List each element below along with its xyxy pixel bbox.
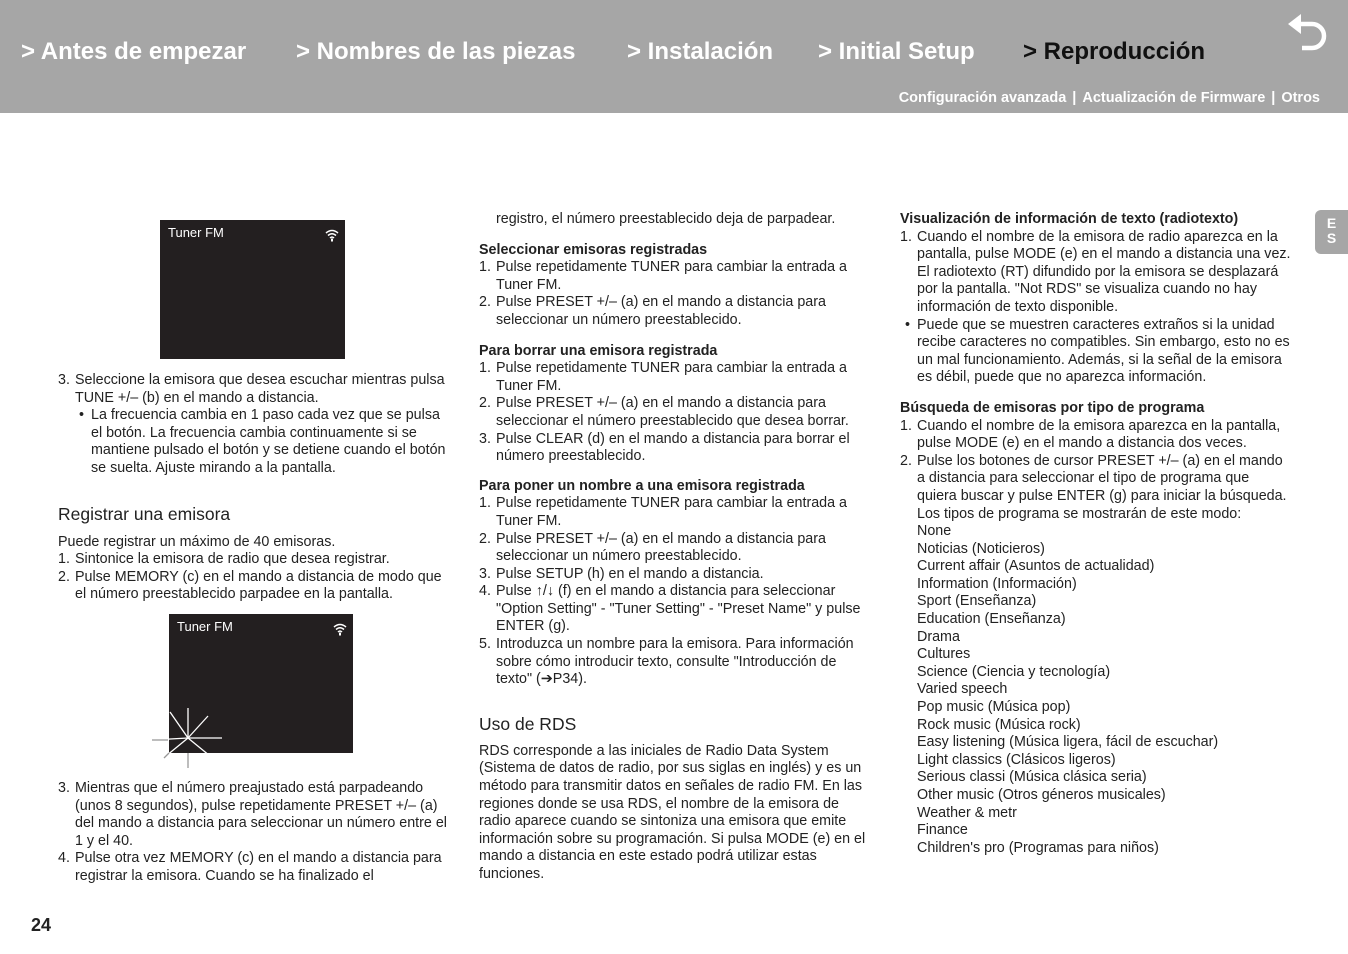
step-item: 4. Pulse ↑/↓ (f) en el mando a distancia para seleccionar "Option Setting" - "Tuner Setting" - "Preset Name" y pulse ENTER (g). <box>479 583 861 635</box>
section-heading-registrar: Registrar una emisora <box>58 503 231 524</box>
program-type-item: Serious classi (Música clásica seria) <box>917 769 1147 786</box>
subnav-otros[interactable]: Otros <box>1281 90 1320 106</box>
program-type-item: Other music (Otros géneros musicales) <box>917 787 1166 803</box>
step-item: 2. Pulse los botones de cursor PRESET +/– (a) en el mando a distancia para seleccionar el tipo de programa que quiera buscar y pulse ENTER (g) para iniciar la búsqueda. <box>900 452 1287 504</box>
subnav-actualizacion-firmware[interactable]: Actualización de Firmware <box>1082 90 1266 106</box>
step-text: Introduzca un nombre para la emisora. Para información sobre cómo introducir texto, consulte "Introducción de texto" (➔P34). <box>496 636 854 688</box>
step-detail: Los tipos de programa se mostrarán de este modo: <box>917 505 1242 522</box>
subheading-seleccionar: Seleccionar emisoras registradas <box>479 241 708 258</box>
program-type-item: Science (Ciencia y tecnología) <box>917 663 1111 680</box>
step-item: 1. Pulse repetidamente TUNER para cambiar la entrada a Tuner FM. <box>479 259 847 293</box>
step-detail: El radiotexto (RT) difundido por la emisora se desplazará por la pantalla. "Not RDS" se visualiza cuando no hay información de texto disponible. <box>917 263 1279 315</box>
program-type-item: Pop music (Música pop) <box>917 699 1071 716</box>
subheading-borrar: Para borrar una emisora registrada <box>479 342 718 359</box>
nav-antes-de-empezar[interactable]: > Antes de empezar <box>21 38 247 65</box>
step-item: 2. Pulse PRESET +/– (a) en el mando a distancia para seleccionar un número preestablecido. <box>479 294 826 328</box>
subnav-separator: | <box>1072 90 1077 106</box>
step-text: Pulse PRESET +/– (a) en el mando a distancia para seleccionar un número preestablecido. <box>496 294 826 328</box>
program-type-item: Sport (Enseñanza) <box>917 593 1037 610</box>
step-text: Seleccione la emisora que desea escuchar mientras pulsa TUNE +/– (b) en el mando a distancia. <box>75 372 445 406</box>
section-heading-rds: Uso de RDS <box>479 713 577 734</box>
step-number: 3. <box>58 372 70 388</box>
language-tab-letter: E <box>1326 215 1337 231</box>
display-label: Tuner FM <box>177 619 233 634</box>
program-type-item: Current affair (Asuntos de actualidad) <box>917 558 1155 575</box>
step-text: Cuando el nombre de la emisora aparezca en la pantalla, pulse MODE (e) en el mando a distancia dos veces. <box>917 417 1281 452</box>
step-item: 1. Cuando el nombre de la emisora de radio aparezca en la pantalla, pulse MODE (e) en el mando a distancia una vez. <box>900 228 1291 263</box>
program-type-item: Cultures <box>917 646 971 663</box>
subheading-radiotexto: Visualización de información de texto (radiotexto) <box>900 211 1239 227</box>
page-number: 24 <box>31 915 52 935</box>
sub-navigation <box>899 90 1320 106</box>
step-text: Pulse PRESET +/– (a) en el mando a distancia para seleccionar el número preestablecido que desea borrar. <box>496 395 849 429</box>
display-label: Tuner FM <box>168 225 224 240</box>
language-tab <box>1315 210 1348 254</box>
step-item: 1. Sintonice la emisora de radio que desea registrar. <box>58 551 390 568</box>
back-icon[interactable] <box>1284 12 1332 54</box>
step-text: Sintonice la emisora de radio que desea registrar. <box>75 551 390 568</box>
program-type-item: None <box>917 523 952 540</box>
language-tab-letter: S <box>1326 230 1337 246</box>
nav-reproduccion[interactable]: > Reproducción <box>1023 38 1206 65</box>
column-2 <box>479 211 871 884</box>
step-text: Pulse repetidamente TUNER para cambiar la entrada a Tuner FM. <box>496 360 847 394</box>
subheading-nombre: Para poner un nombre a una emisora registrada <box>479 477 805 494</box>
step-item: 3. Pulse SETUP (h) en el mando a distancia. <box>479 565 764 582</box>
step-item: 4. Pulse otra vez MEMORY (c) en el mando a distancia para registrar la emisora. Cuando se ha finalizado el <box>58 850 442 884</box>
program-type-item: Varied speech <box>917 681 1008 698</box>
step-item: 3. Pulse CLEAR (d) en el mando a distancia para borrar el número preestablecido. <box>479 430 850 465</box>
step-item: 3. Mientras que el número preajustado está parpadeando (unos 8 segundos), pulse repetidamente PRESET +/– (a) del mando a distancia para seleccionar un número entre el 1 y el 40. <box>58 780 447 849</box>
step-text: Pulse repetidamente TUNER para cambiar la entrada a Tuner FM. <box>496 259 847 293</box>
column-3 <box>900 211 1292 857</box>
program-type-item: Education (Enseñanza) <box>917 611 1066 628</box>
step-text: Pulse otra vez MEMORY (c) en el mando a distancia para registrar la emisora. Cuando se ha finalizado el <box>75 850 442 884</box>
step-item: 2. Pulse PRESET +/– (a) en el mando a distancia para seleccionar el número preestablecido que desea borrar. <box>479 395 849 429</box>
program-type-item: Information (Información) <box>917 575 1077 592</box>
column-1-bottom <box>58 780 450 886</box>
step-text: Pulse PRESET +/– (a) en el mando a distancia para seleccionar un número preestablecido. <box>496 530 826 565</box>
program-type-list <box>900 523 1292 857</box>
step-item <box>58 372 450 407</box>
program-type-item: Noticias (Noticieros) <box>917 540 1045 557</box>
program-type-item: Weather & metr <box>917 804 1017 821</box>
wifi-icon <box>325 228 339 242</box>
program-type-item: Finance <box>917 822 968 839</box>
subnav-configuracion-avanzada[interactable]: Configuración avanzada <box>898 90 1067 106</box>
nav-instalacion[interactable]: > Instalación <box>627 38 774 65</box>
program-type-item: Drama <box>917 628 960 645</box>
bullet-item: • Puede que se muestren caracteres extraños si la unidad recibe caracteres no compatibles. Sin embargo, esto no es un mal funcionamiento. Además, si la señal de la emisora es débil, puede que no aparezca información. <box>905 316 1290 386</box>
column-1 <box>58 372 450 604</box>
paragraph-rds: RDS corresponde a las iniciales de Radio Data System (Sistema de datos de radio, por sus siglas en inglés) y es un método para transmitir datos en señales de radio FM. En las regiones donde se usa RDS, el nombre de la emisora de radio aparece cuando se sintoniza una emisora que emite información sobre su programación. Si pulsa MODE (e) en el mando a distancia en este estado podrá utilizar estas funciones. <box>479 742 866 882</box>
step-item: 1. Pulse repetidamente TUNER para cambiar la entrada a Tuner FM. <box>479 360 847 394</box>
wifi-icon <box>333 622 347 636</box>
step-text: Pulse MEMORY (c) en el mando a distancia de modo que el número preestablecido parpadee en la pantalla. <box>75 568 442 603</box>
bullet-item: • La frecuencia cambia en 1 paso cada vez que se pulsa el botón. La frecuencia cambia continuamente si se mantiene pulsado el botón y se detiene cuando el botón se suelta. Ajuste mirando a la pantalla. <box>79 407 446 476</box>
step-item: 2. Pulse PRESET +/– (a) en el mando a distancia para seleccionar un número preestablecido. <box>479 530 826 565</box>
step-text: Pulse CLEAR (d) en el mando a distancia para borrar el número preestablecido. <box>496 430 850 465</box>
program-type-item: Rock music (Música rock) <box>917 716 1081 733</box>
paragraph: Puede registrar un máximo de 40 emisoras. <box>58 533 336 550</box>
step-item: 1. Cuando el nombre de la emisora aparezca en la pantalla, pulse MODE (e) en el mando a distancia dos veces. <box>900 417 1281 452</box>
step-text: Cuando el nombre de la emisora de radio aparezca en la pantalla, pulse MODE (e) en el mando a distancia una vez. <box>917 228 1291 263</box>
step-text: Pulse los botones de cursor PRESET +/– (a) en el mando a distancia para seleccionar el tipo de programa que quiera buscar y pulse ENTER (g) para iniciar la búsqueda. <box>917 452 1287 504</box>
subheading-tipo-programa: Búsqueda de emisoras por tipo de programa <box>900 399 1205 416</box>
bullet-text: Puede que se muestren caracteres extraños si la unidad recibe caracteres no compatibles. Sin embargo, esto no es un mal funcionamiento. Además, si la señal de la emisora es débil, puede que no aparezca información. <box>917 316 1290 386</box>
paragraph-continued: registro, el número preestablecido deja de parpadear. <box>496 211 836 227</box>
step-item: 5. Introduzca un nombre para la emisora. Para información sobre cómo introducir texto, consulte "Introducción de texto" (➔P34). <box>479 636 854 688</box>
subnav-separator: | <box>1271 90 1276 106</box>
step-item: 1. Pulse repetidamente TUNER para cambiar la entrada a Tuner FM. <box>479 495 847 529</box>
step-text: Mientras que el número preajustado está parpadeando (unos 8 segundos), pulse repetidamente PRESET +/– (a) del mando a distancia para seleccionar un número entre el 1 y el 40. <box>75 780 447 849</box>
program-type-item: Easy listening (Música ligera, fácil de escuchar) <box>917 734 1219 751</box>
tuner-display-image <box>160 220 345 359</box>
blinking-indicator-icon <box>148 704 228 770</box>
header-bar <box>0 0 1348 113</box>
program-type-item: Children's pro (Programas para niños) <box>917 839 1159 856</box>
step-text: Pulse SETUP (h) en el mando a distancia. <box>496 565 764 582</box>
nav-nombres-de-las-piezas[interactable]: > Nombres de las piezas <box>296 38 576 65</box>
step-text: Pulse repetidamente TUNER para cambiar la entrada a Tuner FM. <box>496 495 847 529</box>
step-text: Pulse ↑/↓ (f) en el mando a distancia para seleccionar "Option Setting" - "Tuner Setting" - "Preset Name" y pulse ENTER (g). <box>496 583 861 635</box>
bullet-text: La frecuencia cambia en 1 paso cada vez que se pulsa el botón. La frecuencia cambia continuamente si se mantiene pulsado el botón y se detiene cuando el botón se suelta. Ajuste mirando a la pantalla. <box>91 407 446 476</box>
nav-initial-setup[interactable]: > Initial Setup <box>818 38 975 65</box>
program-type-item: Light classics (Clásicos ligeros) <box>917 751 1116 768</box>
step-item: 2. Pulse MEMORY (c) en el mando a distancia de modo que el número preestablecido parpadee en la pantalla. <box>58 568 442 603</box>
